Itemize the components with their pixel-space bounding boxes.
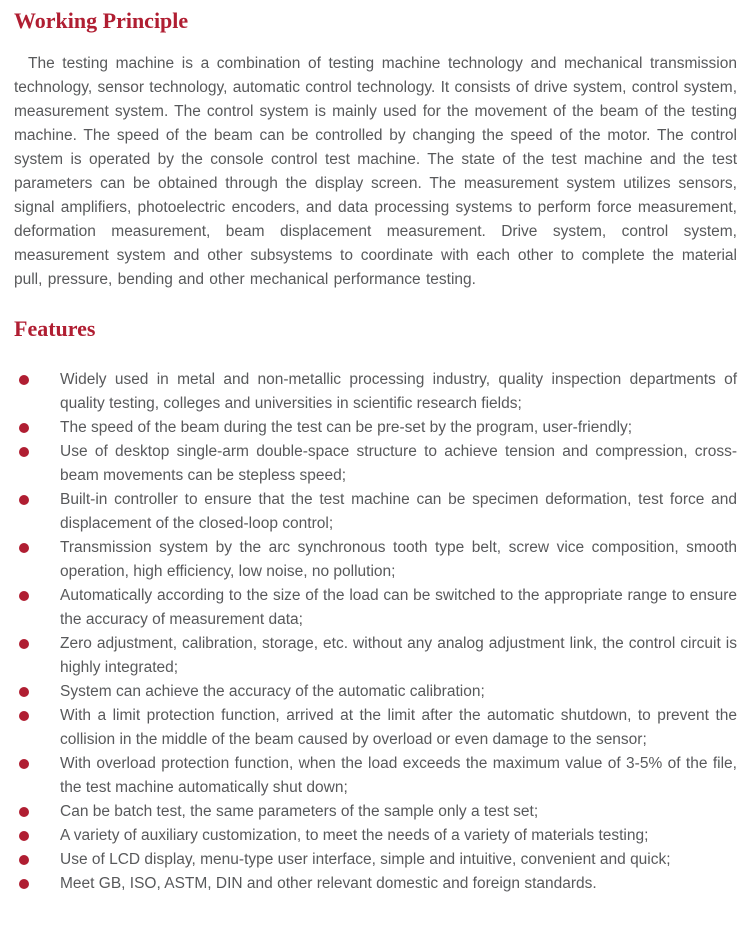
bullet-icon — [19, 831, 29, 841]
feature-item-text: Use of desktop single-arm double-space structure to achieve tension and compression, cross-beam movements can be stepless speed; — [60, 443, 737, 484]
feature-list-item — [14, 800, 737, 824]
bullet-icon — [19, 495, 29, 505]
feature-list-item — [14, 536, 737, 584]
bullet-icon — [19, 759, 29, 769]
bullet-icon — [19, 639, 29, 649]
feature-list-item — [14, 416, 737, 440]
bullet-icon — [19, 711, 29, 721]
feature-item-text: Automatically according to the size of the load can be switched to the appropriate range to ensure the accuracy of measurement data; — [60, 587, 737, 628]
features-list — [14, 368, 737, 896]
bullet-icon — [19, 855, 29, 865]
bullet-icon — [19, 375, 29, 385]
feature-item-text: Meet GB, ISO, ASTM, DIN and other relevant domestic and foreign standards. — [60, 875, 597, 892]
feature-list-item — [14, 584, 737, 632]
feature-list-item — [14, 368, 737, 416]
feature-list-item — [14, 632, 737, 680]
feature-list-item — [14, 848, 737, 872]
feature-item-text: Use of LCD display, menu-type user interface, simple and intuitive, convenient and quick; — [60, 851, 671, 868]
bullet-icon — [19, 879, 29, 889]
feature-item-text: Widely used in metal and non-metallic processing industry, quality inspection departments of quality testing, colleges and universities in scientific research fields; — [60, 371, 737, 412]
bullet-icon — [19, 423, 29, 433]
feature-list-item — [14, 680, 737, 704]
feature-item-text: Can be batch test, the same parameters of the sample only a test set; — [60, 803, 539, 820]
bullet-icon — [19, 807, 29, 817]
feature-item-text: With a limit protection function, arrived at the limit after the automatic shutdown, to prevent the collision in the middle of the beam caused by overload or even damage to the sensor; — [60, 707, 737, 748]
working-principle-paragraph: The testing machine is a combination of testing machine technology and mechanical transmission technology, sensor technology, automatic control technology. It consists of drive system, control system, measurement system. The control system is mainly used for the movement of the beam of the testing machine. The speed of the beam can be controlled by changing the speed of the motor. The control system is operated by the console control test machine. The state of the test machine and the test parameters can be obtained through the display screen. The measurement system utilizes sensors, signal amplifiers, photoelectric encoders, and data processing systems to perform force measurement, deformation measurement, beam displacement measurement. Drive system, control system, measurement system and other subsystems to coordinate with each other to complete the material pull, pressure, bending and other mechanical performance testing. — [14, 55, 737, 288]
feature-item-text: Zero adjustment, calibration, storage, etc. without any analog adjustment link, the control circuit is highly integrated; — [60, 635, 737, 676]
bullet-icon — [19, 687, 29, 697]
feature-list-item — [14, 440, 737, 488]
feature-list-item — [14, 872, 737, 896]
bullet-icon — [19, 447, 29, 457]
feature-list-item — [14, 824, 737, 848]
feature-list-item — [14, 752, 737, 800]
feature-item-text: With overload protection function, when the load exceeds the maximum value of 3-5% of the file, the test machine automatically shut down; — [60, 755, 737, 796]
section-title-features: Features — [14, 316, 96, 341]
feature-item-text: The speed of the beam during the test can be pre-set by the program, user-friendly; — [60, 419, 633, 436]
bullet-icon — [19, 591, 29, 601]
bullet-icon — [19, 543, 29, 553]
feature-item-text: Built-in controller to ensure that the test machine can be specimen deformation, test force and displacement of the closed-loop control; — [60, 491, 737, 532]
feature-item-text: Transmission system by the arc synchronous tooth type belt, screw vice composition, smooth operation, high efficiency, low noise, no pollution; — [60, 539, 737, 580]
feature-item-text: System can achieve the accuracy of the automatic calibration; — [60, 683, 485, 700]
section-title-working-principle: Working Principle — [14, 8, 189, 33]
feature-list-item — [14, 488, 737, 536]
feature-item-text: A variety of auxiliary customization, to meet the needs of a variety of materials testing; — [60, 827, 649, 844]
feature-list-item — [14, 704, 737, 752]
